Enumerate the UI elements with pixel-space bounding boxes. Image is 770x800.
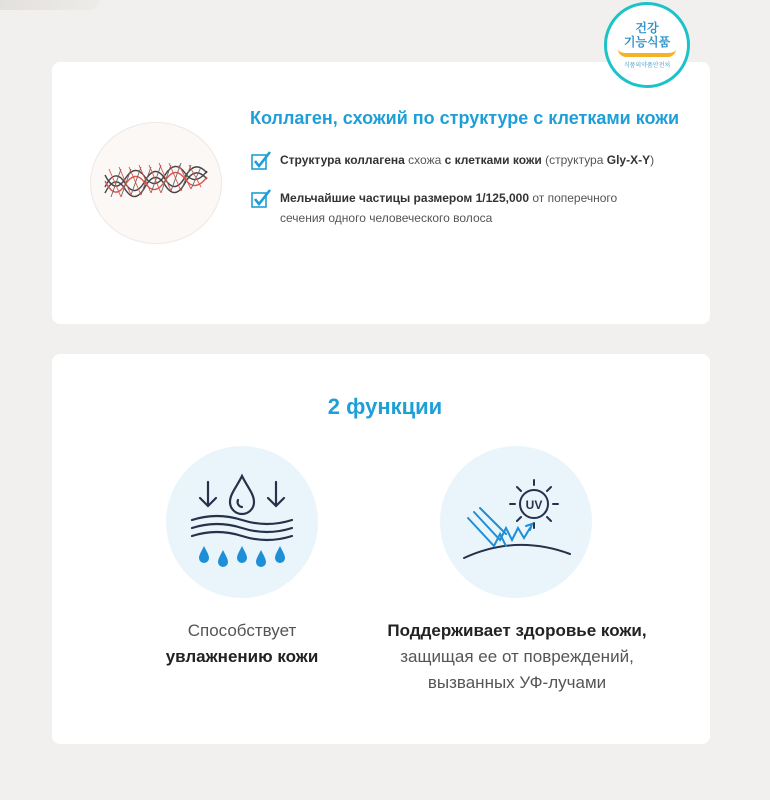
particles-normal-1: от поперечного	[529, 191, 618, 205]
collagen-headline: Коллаген, схожий по структуре с клетками кожи	[250, 108, 680, 128]
uv-caption-line3: вызванных УФ-лучами	[427, 673, 607, 692]
structure-bold-3: Gly-X-Y	[606, 153, 651, 167]
checkbox-checked-icon	[250, 150, 272, 172]
moisture-caption-line2: увлажнению кожи	[165, 647, 319, 666]
moisture-caption	[142, 618, 342, 670]
check-text-structure	[280, 150, 654, 170]
uv-caption-line2: защищая ее от повреждений,	[400, 647, 634, 666]
uv-caption	[352, 618, 682, 696]
uv-caption-line1: Поддерживает здоровье кожи,	[387, 621, 647, 640]
collagen-helix-icon	[101, 153, 211, 213]
badge-line1: 건강	[635, 21, 659, 35]
check-item-structure	[250, 150, 654, 172]
structure-normal-3: )	[650, 153, 655, 167]
moisture-icon-circle	[166, 446, 318, 598]
checkbox-checked-icon	[250, 188, 272, 210]
badge-sub: 식품의약품안전처	[623, 63, 671, 69]
collagen-structure-image	[90, 122, 222, 244]
functions-title: 2 функции	[327, 394, 443, 419]
check-text-particles	[280, 188, 617, 228]
structure-bold-2: с клетками кожи	[444, 153, 542, 167]
uv-icon-circle	[440, 446, 592, 598]
badge-arc-icon	[618, 49, 676, 57]
moisture-caption-line1: Способствует	[187, 621, 297, 640]
uv-protection-icon	[456, 462, 576, 582]
structure-bold-1: Структура коллагена	[280, 153, 405, 167]
check-item-particles	[250, 188, 617, 228]
moisture-icon	[182, 462, 302, 582]
health-food-badge	[604, 2, 690, 88]
uv-label: UV	[525, 498, 543, 512]
corner-decoration	[0, 0, 100, 10]
particles-bold-1: Мельчайшие частицы размером 1/125,000	[280, 191, 530, 205]
badge-line2: 기능식품	[623, 35, 671, 49]
structure-normal-2: (структура	[541, 153, 607, 167]
particles-line-2: сечения одного человеческого волоса	[280, 211, 493, 225]
structure-normal-1: схожа	[404, 153, 445, 167]
